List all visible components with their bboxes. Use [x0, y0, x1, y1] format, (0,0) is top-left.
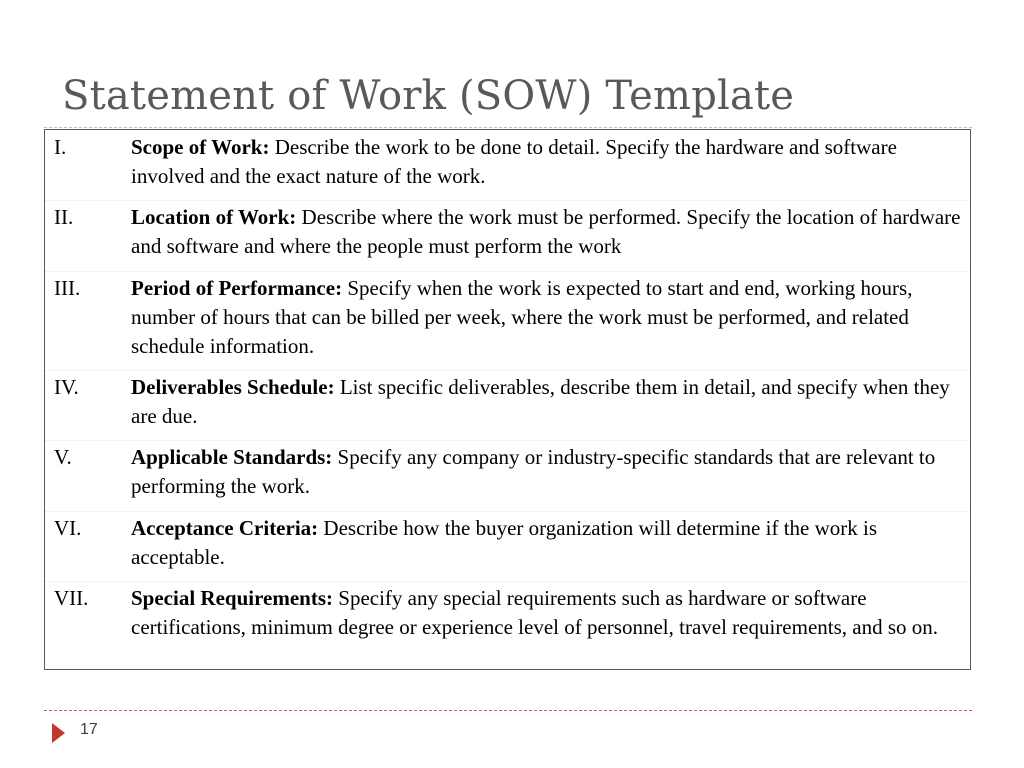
row-heading: Location of Work: — [131, 205, 297, 229]
row-numeral: V. — [54, 445, 72, 469]
row-divider — [45, 370, 970, 371]
row-numeral: VI. — [54, 516, 82, 540]
row-numeral: I. — [54, 135, 67, 159]
row-heading: Period of Performance: — [131, 276, 343, 300]
title-divider — [44, 127, 972, 128]
row-heading: Applicable Standards: — [131, 445, 333, 469]
row-divider — [45, 511, 970, 512]
footer-divider — [44, 710, 972, 711]
row-numeral: III. — [54, 276, 81, 300]
sow-table — [44, 129, 971, 670]
row-divider — [45, 440, 970, 441]
page-number: 17 — [80, 721, 98, 738]
row-description — [131, 443, 961, 501]
row-heading: Deliverables Schedule: — [131, 375, 335, 399]
row-description — [131, 514, 961, 572]
row-body: Specify any company or industry-specific standards that are relevant to performing the work. — [131, 445, 936, 498]
row-body: Describe the work to be done to detail. Specify the hardware and software involved and the exact nature of the work. — [131, 135, 897, 188]
row-divider — [45, 581, 970, 582]
row-numeral: VII. — [54, 586, 89, 610]
row-description — [131, 584, 961, 642]
sow-row-period-of-performance — [45, 273, 970, 358]
row-divider — [45, 271, 970, 272]
row-body: List specific deliverables, describe them in detail, and specify when they are due. — [131, 375, 950, 428]
sow-row-scope-of-work — [45, 132, 970, 188]
row-description — [131, 373, 961, 431]
sow-row-applicable-standards — [45, 442, 970, 498]
sow-row-special-requirements — [45, 583, 970, 639]
row-body: Specify when the work is expected to start and end, working hours, number of hours that can be billed per week, where the work must be performed, and related schedule information. — [131, 276, 913, 358]
sow-row-deliverables-schedule — [45, 372, 970, 428]
row-body: Describe where the work must be performed. Specify the location of hardware and software and where the people must perform the work — [131, 205, 961, 258]
page-title: Statement of Work (SOW) Template — [62, 73, 795, 119]
row-numeral: IV. — [54, 375, 79, 399]
sow-row-acceptance-criteria — [45, 513, 970, 569]
row-description — [131, 133, 961, 191]
row-divider — [45, 200, 970, 201]
row-heading: Scope of Work: — [131, 135, 270, 159]
row-heading: Acceptance Criteria: — [131, 516, 319, 540]
row-description — [131, 203, 961, 261]
row-body: Specify any special requirements such as hardware or software certifications, minimum degree or experience level of personnel, travel requirements, and so on. — [131, 586, 939, 639]
row-heading: Special Requirements: — [131, 586, 334, 610]
sow-row-location-of-work — [45, 202, 970, 258]
row-numeral: II. — [54, 205, 74, 229]
row-body: Describe how the buyer organization will determine if the work is acceptable. — [131, 516, 878, 569]
triangle-marker-icon — [52, 723, 65, 743]
row-description — [131, 274, 961, 361]
